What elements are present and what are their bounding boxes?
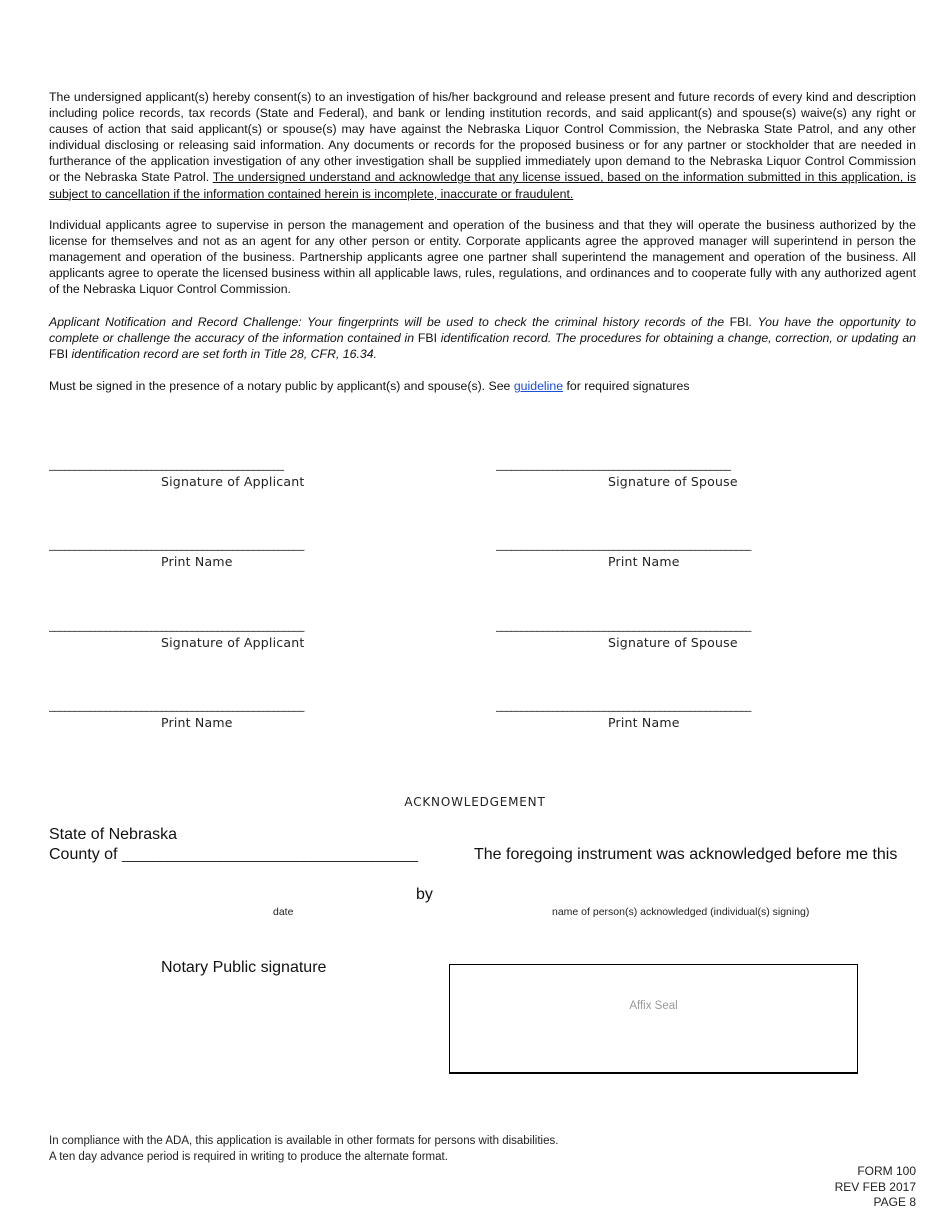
spouse-print-name-label-1: Print Name (608, 554, 680, 569)
spouse-signature-line-2[interactable]: __________________________________________________ (496, 620, 752, 632)
fingerprint-notice-paragraph: Applicant Notification and Record Challenge: Your fingerprints will be used to check the criminal history records of the FBI. You have the opportunity to complete or challenge the accuracy of the information contained in FBI identification record. The procedures for obtaining a change, correction, or updating an FBI identification record are set forth in Title 28, CFR, 16.34. (49, 315, 917, 362)
county-label: County of _______________________________________ (49, 846, 418, 863)
spouse-print-name-line-2[interactable]: __________________________________________________ (496, 700, 752, 712)
seal-box (449, 964, 858, 1074)
date-caption: date (273, 906, 294, 918)
notary-signature-label: Notary Public signature (161, 959, 327, 976)
form-number: FORM 100 (857, 1164, 916, 1178)
applicant-signature-line-2[interactable]: __________________________________________________ (49, 620, 305, 632)
spouse-signature-line-1[interactable]: ______________________________________________ (496, 459, 731, 471)
by-label: by (416, 886, 433, 903)
foregoing-statement: The foregoing instrument was acknowledged before me this (474, 846, 898, 863)
supervision-paragraph: Individual applicants agree to supervise in person the management and operation of the business and that they will operate the business authorized by the license for themselves and not as an agent for any other person or entity. Corporate applicants agree the approved manager will superintend in person the management and operation of the business. Partnership applicants agree one partner shall superintend the management and operation of the business. All applicants agree to operate the licensed business within all applicable laws, rules, regulations, and ordinances and to cooperate fully with any authorized agent of the Nebraska Liquor Control Commission. (49, 218, 916, 297)
applicant-print-name-line-1[interactable]: __________________________________________________ (49, 539, 305, 551)
notary-signature-field[interactable]: _______________________________________________ (49, 944, 324, 956)
ada-notice (49, 1134, 558, 1165)
form-identifier (835, 1164, 916, 1211)
consent-paragraph: The undersigned applicant(s) hereby consent(s) to an investigation of his/her background and release present and future records of every kind and description including police records, tax records (State and Federal), and bank or lending institution records, and said applicant(s) and spouse(s) waive(s) any right or causes of action that said applicant(s) or spouse(s) may have against the Nebraska Liquor Control Commission, the Nebraska State Patrol, and any other individual disclosing or releasing said information. Any documents or records for the proposed business or for any partner or stockholder that are needed in furtherance of the application investigation of any other investigation shall be supplied immediately upon demand to the Nebraska Liquor Control Commission or the Nebraska State Patrol. The undersigned understand and acknowledge that any license issued, based on the information submitted in this application, is subject to cancellation if the information contained herein is incomplete, inaccurate or fraudulent. (49, 90, 916, 201)
spouse-signature-label-2: Signature of Spouse (608, 635, 738, 650)
spouse-signature-label-1: Signature of Spouse (608, 474, 738, 489)
spouse-print-name-line-1[interactable]: __________________________________________________ (496, 539, 752, 551)
notary-requirement-paragraph: Must be signed in the presence of a notary public by applicant(s) and spouse(s). See guideline for required signatures (49, 379, 690, 393)
applicant-print-name-line-2[interactable]: __________________________________________________ (49, 700, 305, 712)
form-revision: REV FEB 2017 (834, 1179, 916, 1194)
applicant-signature-line-1[interactable]: ______________________________________________ (49, 459, 284, 471)
page-number: PAGE 8 (873, 1195, 916, 1209)
applicant-print-name-label-2: Print Name (161, 715, 233, 730)
name-caption: name of person(s) acknowledged (individual(s) signing) (552, 906, 810, 918)
ada-line-2: A ten day advance period is required in writing to produce the alternate format. (49, 1150, 448, 1163)
affix-seal-text: Affix Seal (629, 1000, 678, 1012)
acknowledgement-heading: ACKNOWLEDGEMENT (404, 795, 546, 809)
guideline-link[interactable]: guideline (513, 379, 564, 393)
spouse-print-name-label-2: Print Name (608, 715, 680, 730)
date-field[interactable]: _______________________________________________ (49, 888, 324, 900)
county-field[interactable]: _______________________________________ (121, 846, 418, 862)
applicant-print-name-label-1: Print Name (161, 554, 233, 569)
applicant-signature-label-2: Signature of Applicant (161, 635, 305, 650)
acknowledged-name-field[interactable]: ____________________________________________________________ (441, 888, 793, 900)
applicant-signature-label-1: Signature of Applicant (161, 474, 305, 489)
ada-line-1: In compliance with the ADA, this application is available in other formats for persons with disabilities. (49, 1135, 559, 1147)
state-label: State of Nebraska (49, 826, 178, 843)
acknowledge-cancellation-text: The undersigned understand and acknowledge that any license issued, based on the information submitted in this application, is subject to cancellation if the information contained herein is incomplete, inaccurate or fraudulent. (49, 170, 916, 201)
